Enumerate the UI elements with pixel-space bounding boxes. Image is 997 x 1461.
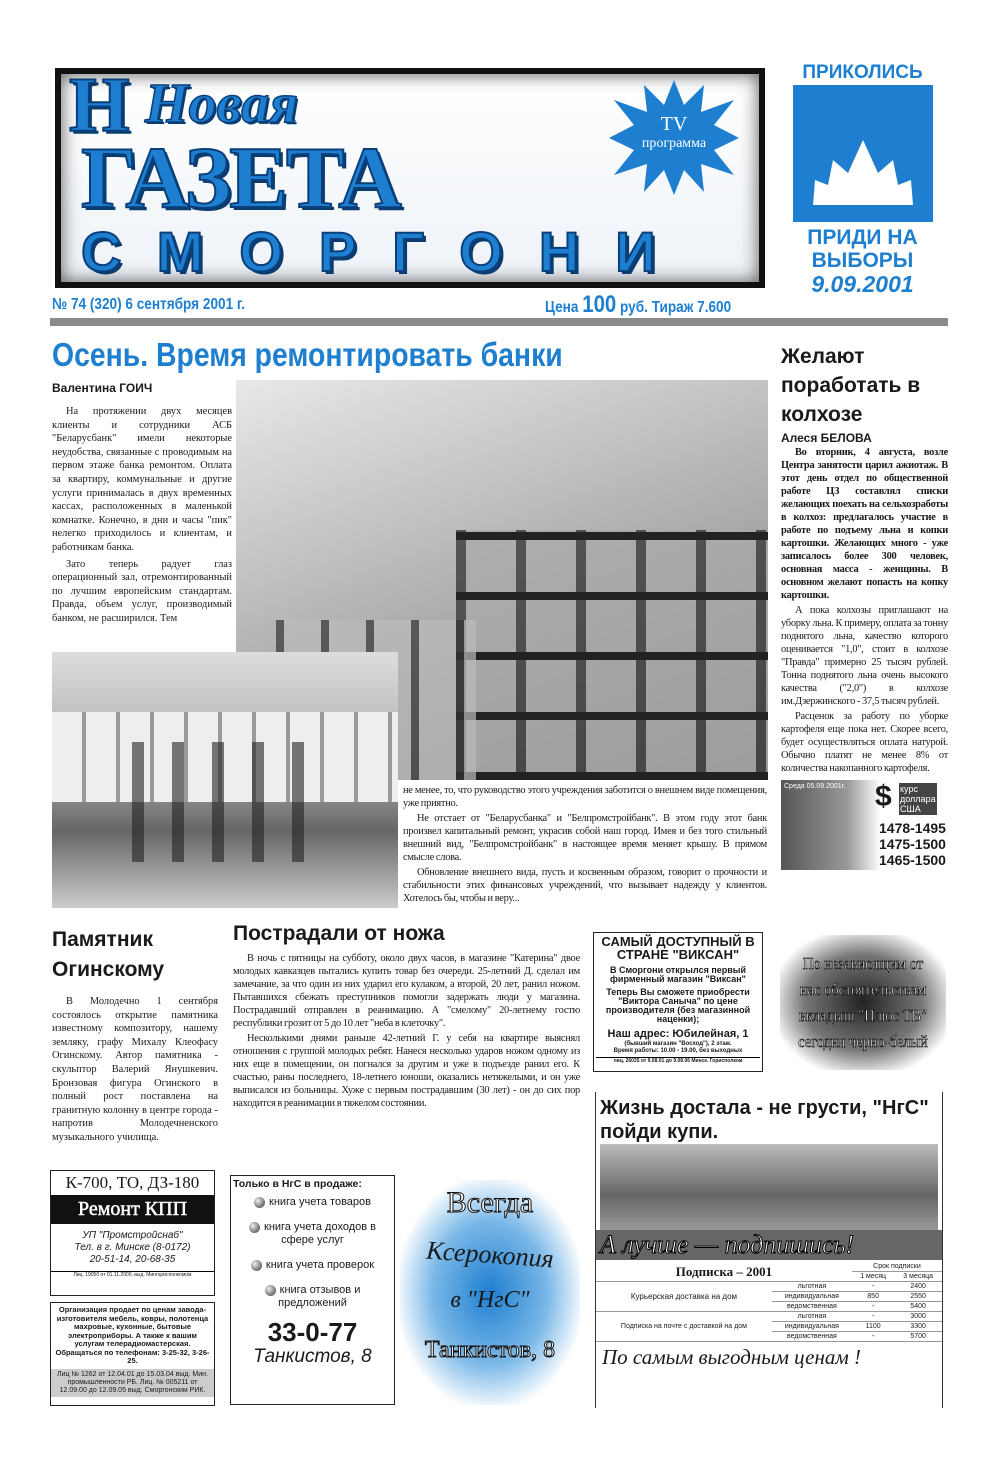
price-prefix: Цена (545, 299, 579, 316)
subscribe-footer: По самым выгодным ценам ! (602, 1345, 862, 1369)
cell: 1100 (852, 1322, 894, 1332)
cell: льготная (772, 1282, 852, 1292)
tv-badge-1: TV (660, 113, 688, 135)
xerox-ad (400, 1180, 580, 1405)
viksan-hours: Время работы: 10.00 - 19.00, без выходных (613, 1048, 743, 1054)
paragraph: Несколькими днями раньше 42-летний Г. у себя на квартире выяснял отношения с группой молодых ребят. Нанеся несколько ударов ножом одному из них еще в помещении, он погнался за другим и уже в подъезде ранил его. К счастью, раны последнего, 18-летнего юноши, оказались нетяжелыми, и он уже выписался из больницы. Хуже с первым пострадавшим (30 лет) - он до сих пор находится в реанимации в тяжелом состоянии. (233, 1033, 580, 1109)
books-address: Танкистов, 8 (253, 1346, 372, 1367)
rate: 1475-1500 (879, 836, 946, 852)
promo-bottom-2: ВЫБОРЫ (811, 249, 914, 272)
cell: 2400 (894, 1282, 942, 1292)
masthead-line1: Новая (145, 73, 299, 135)
books-phone: 33-0-77 (267, 1317, 358, 1347)
promo-date: 9.09.2001 (811, 271, 914, 297)
table-row (596, 1282, 942, 1292)
table-title: Подписка – 2001 (596, 1262, 852, 1282)
lead-col1 (52, 405, 232, 629)
k700-ad (50, 1170, 215, 1296)
paragraph: не менее, то, что руководство этого учреждения заботится о внешнем виде помещения, уже приятно. (403, 785, 767, 809)
cell: 850 (852, 1292, 894, 1302)
cell: 3300 (894, 1322, 942, 1332)
cell: 5400 (894, 1302, 942, 1312)
promo-bottom-1: ПРИДИ НА (807, 226, 918, 249)
cell: льготная (772, 1312, 852, 1322)
viksan-line1: В Сморгони открылся первый фирменный магазин "Виксан" (609, 965, 747, 984)
list-item (231, 1196, 394, 1209)
xerox-line1: Всегда (446, 1186, 534, 1219)
cell: - (852, 1282, 894, 1292)
cell: ведомственная (772, 1302, 852, 1312)
col-header: 3 месяца (894, 1272, 942, 1282)
group-name: Подписка на почте с доставкой на дом (596, 1312, 772, 1342)
col-header: 1 месяц (852, 1272, 894, 1282)
paragraph: А пока колхозы приглашают на уборку льна. К примеру, оплата за тонну поднятого льна, качество которого оценивается "1,0", стоит в колхозе "Правда" примерно 25 тысяч рублей. Тонна поднятого льна очень высокого качества ("2,0") в колхозе им.Дзержинского - 37,5 тысяч рублей. (781, 605, 948, 707)
k700-license: Лиц. 19050 от 01.11.2000, выд. Мингорисполкомом (51, 1271, 214, 1278)
knife-body (233, 952, 580, 1112)
rate-date: Среда 05.09.2001г. (784, 783, 846, 790)
bullet-icon (254, 1197, 265, 1208)
promo-box (793, 85, 933, 222)
paragraph: Во вторник, 4 августа, возле Центра занятости царил ажиотаж. В этот день отдел по общественной работе ЦЗ составлял списки желающих поехать на сельхозработы в колхоз: предлагалось участие в работе по подъему льна и копки картошки. Желающих много - уже записалось более 300 человек, основная масса - женщины. В основном желают попасть на копку картошки. (781, 447, 948, 601)
kolkhoz-body (781, 446, 948, 777)
subscribe-slogan: А лучше — подпишись! (596, 1230, 942, 1260)
group-name: Курьерская доставка на дом (596, 1282, 772, 1312)
period-header: Срок подписки (852, 1262, 942, 1272)
bullet-icon (251, 1260, 262, 1271)
item-label: книга учета доходов в сфере услуг (264, 1221, 376, 1246)
knife-title: Пострадали от ножа (233, 922, 445, 945)
promo-top: ПРИКОЛИСЬ (802, 62, 923, 83)
tv-badge-2: программа (641, 136, 707, 151)
viksan-ad (593, 932, 763, 1072)
cell: индивидуальная (772, 1292, 852, 1302)
bullet-icon (249, 1222, 260, 1233)
xerox-line3: в "НгС" (450, 1287, 530, 1313)
viksan-title: САМЫЙ ДОСТУПНЫЙ В СТРАНЕ "ВИКСАН" (601, 934, 755, 962)
list-item (231, 1221, 394, 1247)
kolkhoz-title: Желают поработать в колхозе (781, 345, 921, 426)
list-item (231, 1259, 394, 1272)
masthead-letter-n: Н (69, 68, 130, 148)
paragraph: Зато теперь радует глаз операционный зал, отремонтированный по лучшим европейским стандартам. Правда, объем услуг, производимый банком, не расширился. Тем (52, 558, 232, 624)
k700-title: К-700, ТО, ДЗ-180 (65, 1173, 200, 1192)
item-label: книга учета проверок (265, 1259, 375, 1271)
oginsky-title: Памятник Огинскому (52, 928, 165, 981)
kolkhoz-author: Алеся БЕЛОВА (781, 431, 872, 445)
masthead-line2: ГАЗЕТА (81, 130, 400, 227)
k700-line3: 20-51-14, 20-68-35 (89, 1254, 176, 1265)
paragraph: В Молодечно 1 сентября состоялось открытие памятника известному композитору, нашему земляку, графу Михалу Клеофасу Огинскому. Автор памятника - скульптор Валерий Янушкевич. Бронзовая фигура Огинского в полный рост поставлена на гранитную колонну в центре города - напротив Молодечненского музыкального училища. (52, 996, 218, 1143)
k700-contacts (51, 1230, 214, 1266)
city-photo (600, 1144, 938, 1230)
k700-banner: Ремонт КПП (51, 1195, 214, 1224)
lead-col2 (403, 784, 767, 907)
org-ad (50, 1302, 215, 1406)
viksan-address: Наш адрес: Юбилейная, 1 (607, 1028, 749, 1040)
paragraph: Обновление внешнего вида, пусть и косвенным образом, говорит о прочности и стабильности этих финансовых учреждений, что вызывает надежду у клиентов. Хотелось бы, чтобы и веру... (403, 867, 767, 904)
cell: 5700 (894, 1332, 942, 1342)
lead-author: Валентина ГОИЧ (52, 381, 153, 395)
subscribe-headline: Жизнь достала - не грусти, "НгС" пойди купи. (600, 1097, 929, 1143)
rate: 1478-1495 (879, 820, 946, 836)
xerox-line4: Танкистов, 8 (424, 1337, 556, 1363)
rate-title-1: курс (900, 784, 918, 794)
viksan-line3: (бывший магазин "Восход"), 2 этаж. (624, 1041, 732, 1047)
cell: индивидуальная (772, 1322, 852, 1332)
paragraph: На протяжении двух месяцев клиенты и сотрудники АСБ "Беларусбанк" имели некоторые неудобства, связанные с проводимым на первом этаже банка ремонтом. Оплата за квартиру, коммунальные и другие услуги принималась в двух временных кассах, расположенных в маленькой комнатке. Конечно, в дни и часы "пик" нелегко приходилось и клиентам, и работникам банка. (52, 406, 232, 553)
paragraph: Не отстает от "Беларусбанка" и "Белпромстройбанк". В этом году этот банк произвел капитальный ремонт, украсив собой наш город. Имея и без того стильный внешний вид, "Белпромстройбанк" в настоящее время меняет крышу. В прямом смысле слова. (403, 813, 767, 863)
masthead (55, 68, 765, 288)
list-item (231, 1284, 394, 1310)
paragraph: Расценок за работу по уборке картофеля еще пока нет. Скорее всего, будет осуществляться оплата натурой. Обычно платят не менее 8% от количества накопанного картофеля. (781, 711, 948, 774)
books-title: Только в НгС в продаже: (233, 1178, 362, 1190)
bank-interior-photo (52, 652, 398, 908)
viksan-line2: Теперь Вы сможете приобрести "Виктора Саныча" по цене производителя (без магазинной наценки); (605, 987, 751, 1024)
rate-list (879, 820, 946, 868)
cell: - (852, 1312, 894, 1322)
dollar-icon: $ (875, 780, 892, 813)
issue-info: № 74 (320) 6 сентября 2001 г. (52, 296, 246, 313)
cell: 3000 (894, 1312, 942, 1322)
promo-bottom (785, 226, 940, 297)
subscribe-ad (595, 1092, 943, 1408)
org-text: Организация продает по ценам завода-изготовителя мебель, ковры, полотенца махровые, кухонные, бытовые электроприборы. А также к вашим услугам телерадиомастерская. Обращаться по телефонам: 3-25-32, 3-26-25. (55, 1305, 210, 1365)
viksan-license: лиц. 26035 от 9.08.01 до 9.08.06 Минск. Горисполком (596, 1057, 760, 1064)
xerox-line2: Ксерокопия (425, 1235, 555, 1274)
price-info (545, 292, 731, 321)
cell: - (852, 1332, 894, 1342)
subscribe-table (596, 1262, 942, 1342)
org-license: Лиц № 1262 от 12.04.01 до 15.03.04 выд. Мин. промышленности РБ. Лиц. № 005211 от 12.09.00 до 12.09.05 выд. Сморгонским РИК. (51, 1369, 214, 1397)
dollar-rate-ad (781, 780, 947, 870)
paragraph: В ночь с пятницы на субботу, около двух часов, в магазине "Катерина" двое молодых кавказцев пытались купить товар без очереди. 25-летний Д. сделал им замечание, за что один из них ударил его кулаком, а второй, 20 лет, ранил ножом. Пытавшихся сбежать преступников помогли задержать люди у магазина. Пострадавший отправлен в реанимацию. А "смелому" 20-летнему гостю республики грозит от 5 до 10 лет "неба в клеточку". (233, 953, 580, 1029)
books-ad (230, 1175, 395, 1405)
item-label: книга учета товаров (269, 1196, 371, 1208)
plustv-text: По независящим от нас обстоятельствам вкладыш "Плюс ТВ" сегодня черно-белый (798, 953, 928, 1051)
bullet-icon (265, 1285, 276, 1296)
rate-title-3: США (900, 804, 921, 814)
plustv-notice (780, 935, 946, 1070)
table-row (596, 1312, 942, 1322)
lead-title: Осень. Время ремонтировать банки (52, 336, 563, 373)
masthead-line3: СМОРГОНИ (81, 220, 692, 283)
price-value: 100 (582, 291, 617, 318)
sun-icon (793, 85, 933, 222)
k700-line1: УП "Промстройснаб" (82, 1230, 183, 1241)
cell: - (852, 1302, 894, 1312)
rate: 1465-1500 (879, 852, 946, 868)
rate-title-2: доллара (900, 794, 936, 804)
k700-line2: Тел. в г. Минске (8-0172) (74, 1242, 191, 1253)
cell: ведомственная (772, 1332, 852, 1342)
right-column (781, 342, 948, 870)
books-list (231, 1196, 394, 1310)
item-label: книга отзывов и предложений (278, 1284, 361, 1309)
rate-title (899, 783, 937, 815)
cell: 2550 (894, 1292, 942, 1302)
header-rule (50, 318, 948, 326)
price-suffix: руб. Тираж 7.600 (620, 299, 732, 316)
oginsky-body (52, 995, 218, 1148)
